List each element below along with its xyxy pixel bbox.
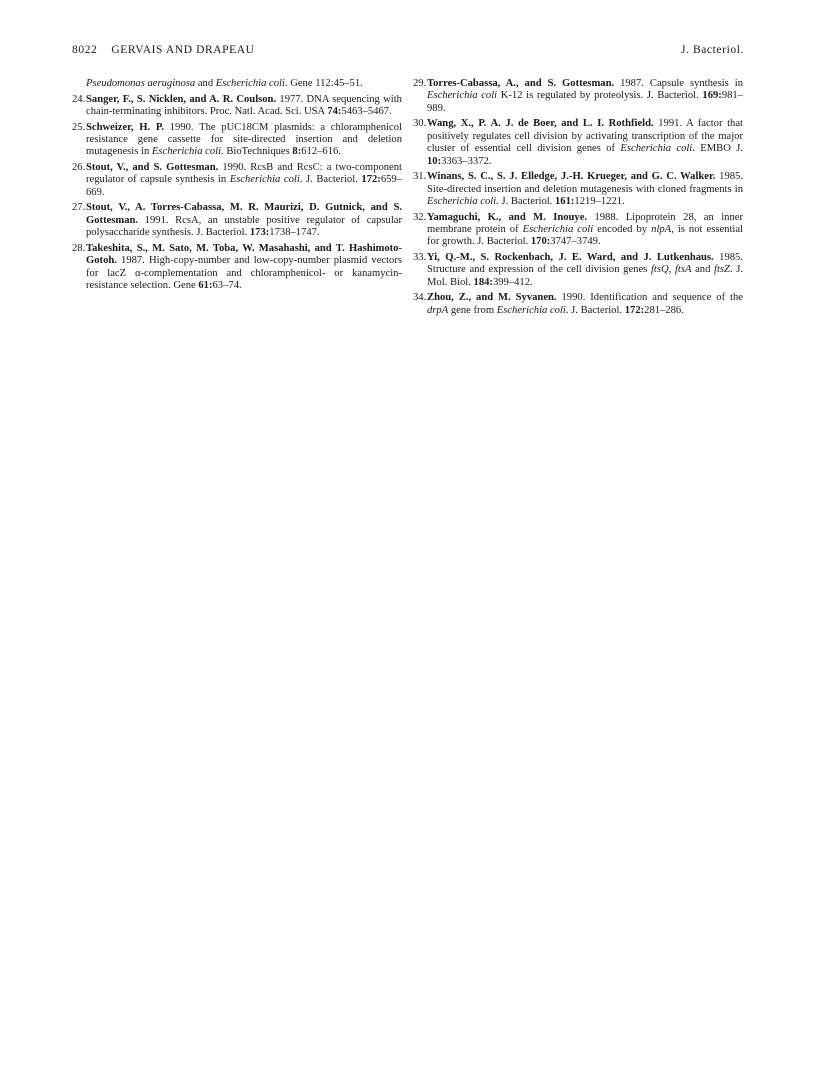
header-left: [72, 44, 255, 56]
reference-26: 26.Stout, V., and S. Gottesman. 1990. RcsB and RcsC: a two-component regulator of capsule synthesis in Escherichia coli. J. Bacteriol. 172:659–669.: [72, 162, 402, 198]
reference-33: 33.Yi, Q.-M., S. Rockenbach, J. E. Ward, and J. Lutkenhaus. 1985. Structure and expression of the cell division genes ftsQ, ftsA and ftsZ. J. Mol. Biol. 184:399–412.: [413, 252, 744, 288]
running-header: [72, 44, 744, 60]
reference-32: 32.Yamaguchi, K., and M. Inouye. 1988. Lipoprotein 28, an inner membrane protein of Escherichia coli encoded by nlpA, is not essential for growth. J. Bacteriol. 170:3747–3749.: [413, 211, 743, 248]
right-column: [413, 78, 743, 320]
left-column: [72, 78, 402, 296]
reference-34: 34.Zhou, Z., and M. Syvanen. 1990. Identification and sequence of the drpA gene from Escherichia coli. J. Bacteriol. 172:281–286.: [413, 292, 743, 316]
reference-31: 31.Winans, S. C., S. J. Elledge, J.-H. Krueger, and G. C. Walker. 1985. Site-directed insertion and deletion mutagenesis with cloned fragments in Escherichia coli. J. Bacteriol. 161:1219–1221.: [413, 171, 743, 208]
journal-name: J. Bacteriol.: [680, 44, 744, 56]
reference-27: 27.Stout, V., A. Torres-Cabassa, M. R. Maurizi, D. Gutnick, and S. Gottesman. 1991. RcsA, an unstable positive regulator of capsular polysaccharide synthesis. J. Bacteriol. 173:1738–1747.: [72, 202, 402, 239]
reference-29: 29.Torres-Cabassa, A., and S. Gottesman. 1987. Capsule synthesis in Escherichia coli K-12 is regulated by proteolysis. J. Bacteriol. 169:981–989.: [413, 78, 743, 114]
reference-28: 28.Takeshita, S., M. Sato, M. Toba, W. Masahashi, and T. Hashimoto-Gotoh. 1987. High-copy-number and low-copy-number plasmid vectors for lacZ α-complementation and chloramphenicol- or kanamycin-resistance selection. Gene 61:63–74.: [72, 242, 402, 292]
reference-30: 30.Wang, X., P. A. J. de Boer, and L. I. Rothfield. 1991. A factor that positively regulates cell division by activating transcription of the major cluster of essential cell division genes of Escherichia coli. EMBO J. 10:3363–3372.: [413, 118, 743, 167]
reference-continuation: Pseudomonas aeruginosa and Escherichia coli. Gene 112:45–51.: [86, 78, 363, 89]
reference-25: 25.Schweizer, H. P. 1990. The pUC18CM plasmids: a chloramphenicol resistance gene cassette for site-directed insertion and deletion mutagenesis in Escherichia coli. BioTechniques 8:612–616.: [72, 121, 402, 158]
page-number: 8022: [72, 44, 98, 56]
running-authors: GERVAIS AND DRAPEAU: [111, 44, 255, 56]
reference-24: 24.Sanger, F., S. Nicklen, and A. R. Coulson. 1977. DNA sequencing with chain-terminating inhibitors. Proc. Natl. Acad. Sci. USA 74:5463–5467.: [72, 93, 402, 117]
